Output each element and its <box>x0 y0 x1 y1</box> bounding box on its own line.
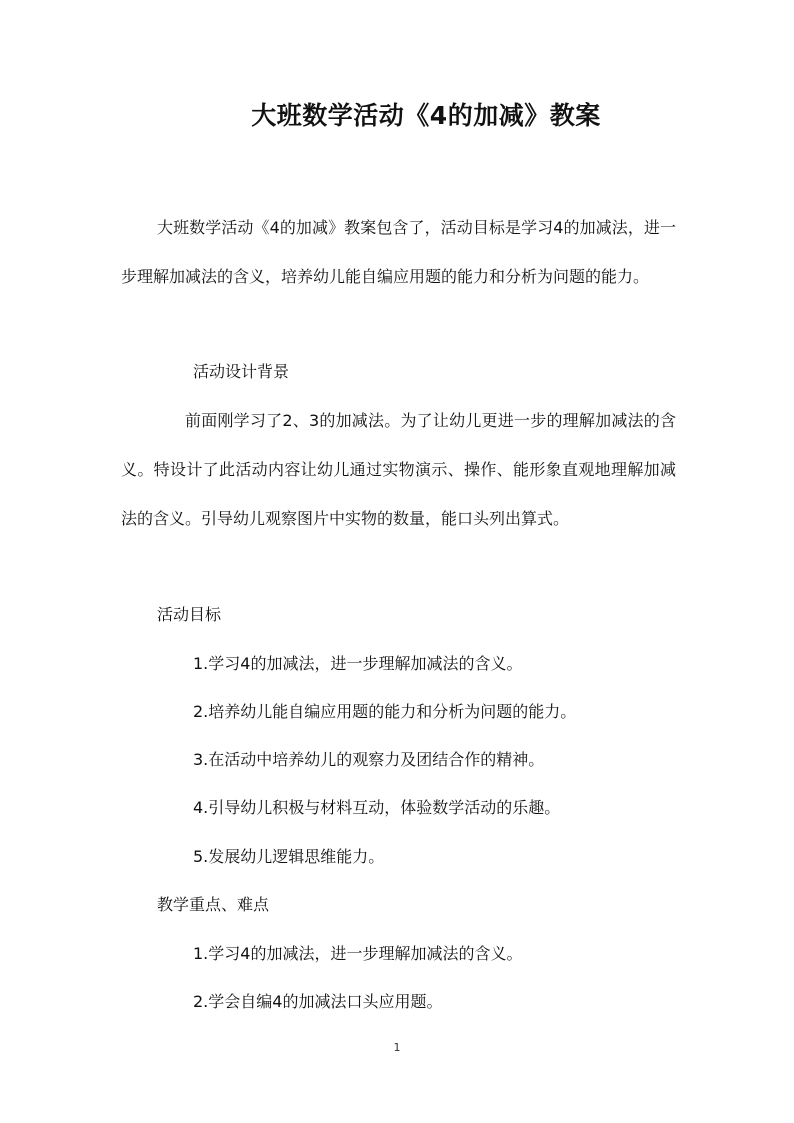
key-point-item: 2.学会自编4的加减法口头应用题。 <box>193 992 443 1011</box>
goal-item: 4.引导幼儿积极与材料互动，体验数学活动的乐趣。 <box>193 798 561 817</box>
design-background-paragraph: 前面刚学习了2、3的加减法。为了让幼儿更进一步的理解加减法的含义。特设计了此活动内容让幼儿通过实物演示、操作、能形象直观地理解加减法的含义。引导幼儿观察图片中实物的数量，能口头列出算式。 <box>121 411 676 528</box>
key-point-item: 1.学习4的加减法，进一步理解加减法的含义。 <box>193 944 523 963</box>
design-background-heading: 活动设计背景 <box>193 362 290 381</box>
goals-heading: 活动目标 <box>157 605 222 624</box>
document-title: 大班数学活动《4的加减》教案 <box>251 101 601 130</box>
page-number: 1 <box>393 1041 401 1054</box>
goal-item: 3.在活动中培养幼儿的观察力及团结合作的精神。 <box>193 750 545 769</box>
intro-paragraph: 大班数学活动《4的加减》教案包含了，活动目标是学习4的加减法，进一步理解加减法的含义，培养幼儿能自编应用题的能力和分析为问题的能力。 <box>121 218 676 286</box>
key-points-heading: 教学重点、难点 <box>157 895 270 914</box>
goal-item: 5.发展幼儿逻辑思维能力。 <box>193 847 385 866</box>
goal-item: 1.学习4的加减法，进一步理解加减法的含义。 <box>193 654 523 673</box>
goal-item: 2.培养幼儿能自编应用题的能力和分析为问题的能力。 <box>193 702 577 721</box>
